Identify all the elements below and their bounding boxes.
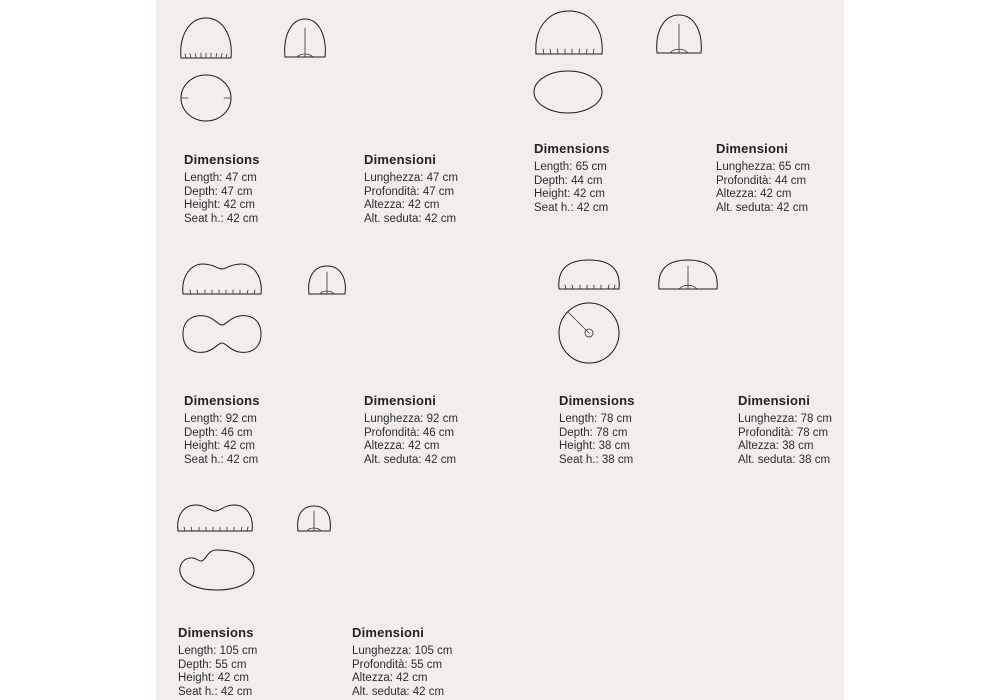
spec-line-depth: Depth: 46 cm: [184, 426, 253, 439]
spec-line-length: Lunghezza: 105 cm: [352, 645, 453, 657]
spec-line-depth: Profondità: 78 cm: [738, 426, 829, 439]
spec-line-height: Altezza: 42 cm: [364, 199, 440, 212]
drawing-pouf-kidney-105-side: [296, 504, 332, 533]
spec-line-height: Altezza: 42 cm: [364, 440, 440, 453]
specs-pouf-round-47-it: [364, 152, 458, 226]
spec-line-seat-height: Alt. seduta: 42 cm: [716, 201, 809, 214]
spec-line-height: Altezza: 38 cm: [738, 440, 814, 453]
spec-line-seat-height: Seat h.: 38 cm: [559, 453, 634, 466]
spec-line-length: Length: 92 cm: [184, 413, 257, 425]
specs-pouf-kidney-105-it: [352, 625, 452, 699]
spec-line-height: Altezza: 42 cm: [716, 188, 792, 201]
spec-line-seat-height: Alt. seduta: 42 cm: [364, 212, 457, 225]
drawing-pouf-round-78-top: [556, 302, 622, 364]
spec-line-height: Height: 42 cm: [178, 672, 249, 685]
specs-pouf-bean-92-it: [364, 393, 458, 467]
spec-line-seat-height: Seat h.: 42 cm: [184, 453, 259, 466]
spec-line-length: Lunghezza: 92 cm: [364, 413, 458, 425]
specs-pouf-oval-65-it: [716, 141, 810, 215]
spec-title: Dimensioni: [716, 141, 789, 156]
drawing-pouf-bean-92-side: [307, 264, 347, 296]
spec-line-seat-height: Seat h.: 42 cm: [184, 212, 259, 225]
spec-line-length: Lunghezza: 47 cm: [364, 172, 458, 184]
specs-pouf-round-78-it: [738, 393, 832, 467]
spec-title: Dimensions: [178, 625, 254, 640]
spec-line-height: Altezza: 42 cm: [352, 672, 428, 685]
drawing-pouf-bean-92-top: [181, 313, 263, 355]
drawing-pouf-kidney-105-front: [176, 503, 254, 533]
spec-line-height: Height: 42 cm: [184, 199, 255, 212]
spec-line-depth: Profondità: 46 cm: [364, 426, 455, 439]
drawing-pouf-round-47-side: [283, 16, 327, 60]
drawing-pouf-bean-92-front: [181, 262, 263, 296]
spec-line-length: Length: 78 cm: [559, 413, 632, 425]
spec-line-depth: Depth: 55 cm: [178, 658, 247, 671]
drawing-pouf-round-78-front: [557, 258, 621, 292]
drawing-pouf-oval-65-front: [534, 8, 604, 56]
spec-line-length: Length: 105 cm: [178, 645, 258, 657]
spec-title: Dimensions: [184, 152, 260, 167]
spec-line-depth: Depth: 47 cm: [184, 185, 253, 198]
spec-line-height: Height: 42 cm: [534, 188, 605, 201]
spec-line-seat-height: Seat h.: 42 cm: [178, 685, 253, 698]
specs-pouf-oval-65-en: [534, 141, 610, 215]
drawing-pouf-oval-65-top: [533, 70, 603, 114]
drawing-pouf-kidney-105-top: [178, 548, 256, 592]
spec-title: Dimensions: [559, 393, 635, 408]
spec-line-depth: Profondità: 47 cm: [364, 185, 455, 198]
spec-line-seat-height: Seat h.: 42 cm: [534, 201, 609, 214]
spec-line-depth: Profondità: 44 cm: [716, 174, 807, 187]
drawing-pouf-round-47-top: [180, 74, 232, 122]
specs-pouf-kidney-105-en: [178, 625, 257, 699]
spec-title: Dimensioni: [364, 152, 437, 167]
spec-line-length: Lunghezza: 78 cm: [738, 413, 832, 425]
spec-title: Dimensions: [184, 393, 260, 408]
spec-line-length: Length: 65 cm: [534, 161, 607, 173]
spec-line-seat-height: Alt. seduta: 42 cm: [364, 453, 457, 466]
spec-line-length: Lunghezza: 65 cm: [716, 161, 810, 173]
spec-line-height: Height: 38 cm: [559, 440, 630, 453]
drawing-pouf-round-47-front: [178, 14, 234, 59]
specs-pouf-bean-92-en: [184, 393, 260, 467]
spec-line-seat-height: Alt. seduta: 38 cm: [738, 453, 831, 466]
spec-line-depth: Profondità: 55 cm: [352, 658, 443, 671]
specs-pouf-round-47-en: [184, 152, 260, 226]
spec-title: Dimensioni: [364, 393, 437, 408]
spec-title: Dimensions: [534, 141, 610, 156]
spec-line-seat-height: Alt. seduta: 42 cm: [352, 685, 445, 698]
spec-line-depth: Depth: 78 cm: [559, 426, 628, 439]
spec-title: Dimensioni: [352, 625, 425, 640]
specs-pouf-round-78-en: [559, 393, 635, 467]
spec-line-length: Length: 47 cm: [184, 172, 257, 184]
drawing-pouf-oval-65-side: [655, 12, 703, 56]
spec-line-height: Height: 42 cm: [184, 440, 255, 453]
spec-title: Dimensioni: [738, 393, 811, 408]
spec-line-depth: Depth: 44 cm: [534, 174, 603, 187]
drawing-pouf-round-78-side: [657, 258, 719, 292]
